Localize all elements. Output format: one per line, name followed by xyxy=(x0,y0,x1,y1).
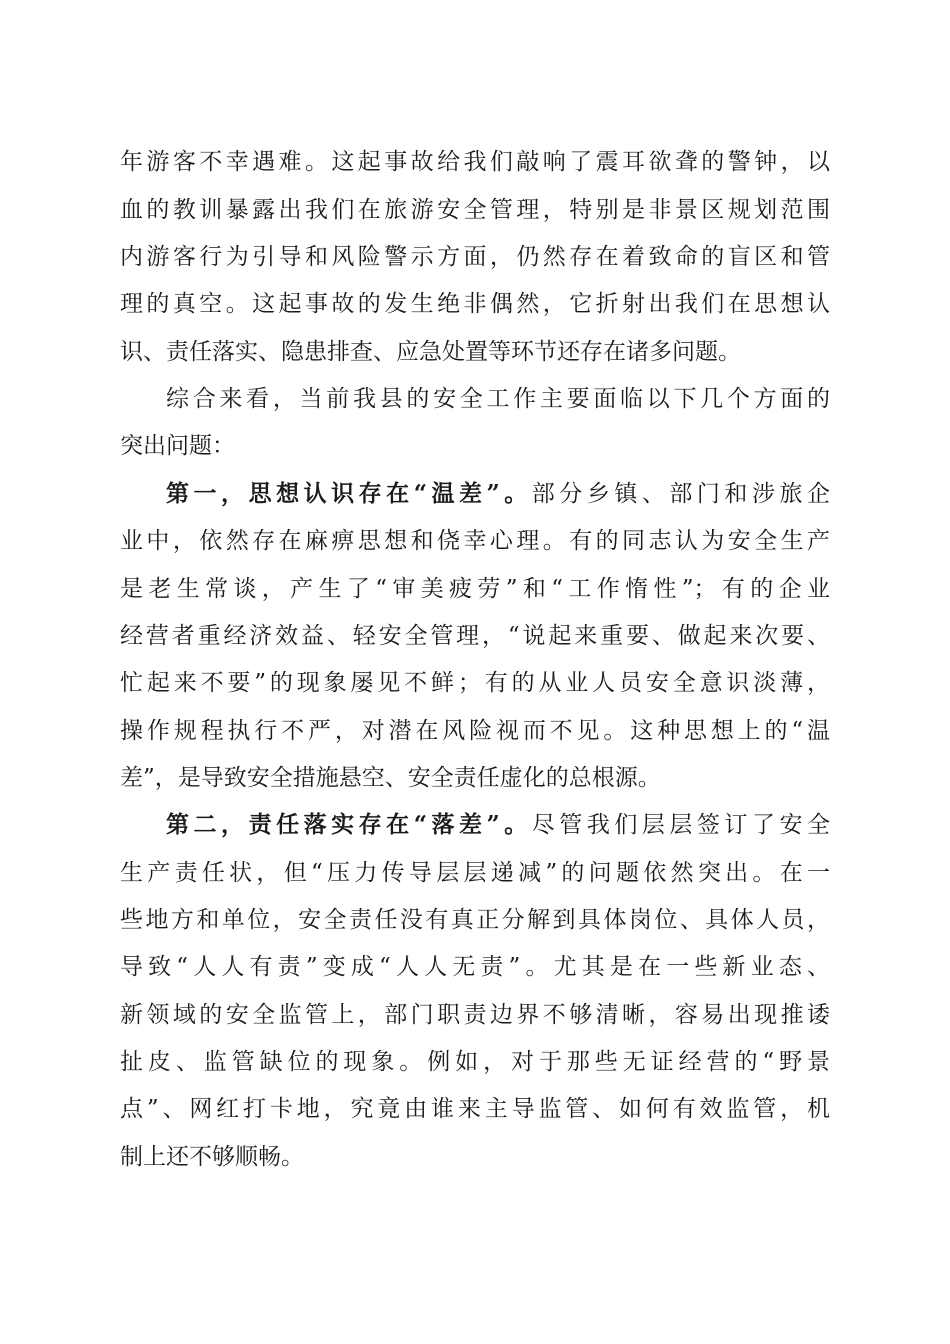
paragraph-line: 些地方和单位，安全责任没有真正分解到具体岗位、具体人员， xyxy=(120,907,830,933)
paragraph-line: 差”，是导致安全措施悬空、安全责任虚化的总根源。 xyxy=(120,765,661,791)
paragraph-line: 导致“人人有责”变成“人人无责”。尤其是在一些新业态、 xyxy=(120,954,830,980)
paragraph-line: 操作规程执行不严，对潜在风险视而不见。这种思想上的“温 xyxy=(120,718,830,744)
section-heading: 第二，责任落实存在“落差”。 xyxy=(166,811,532,838)
paragraph-line: 扯皮、监管缺位的现象。例如，对于那些无证经营的“野景 xyxy=(120,1049,830,1075)
paragraph-line: 业中，依然存在麻痹思想和侥幸心理。有的同志认为安全生产 xyxy=(120,528,830,554)
paragraph-line: 突出问题： xyxy=(120,433,235,459)
paragraph-line: 新领域的安全监管上，部门职责边界不够清晰，容易出现推诿 xyxy=(120,1002,830,1028)
paragraph-line: 血的教训暴露出我们在旅游安全管理，特别是非景区规划范围 xyxy=(120,197,830,223)
paragraph-line: 经营者重经济效益、轻安全管理，“说起来重要、做起来次要、 xyxy=(120,623,830,649)
paragraph-line: 理的真空。这起事故的发生绝非偶然，它折射出我们在思想认 xyxy=(120,291,830,317)
paragraph-line: 生产责任状，但“压力传导层层递减”的问题依然突出。在一 xyxy=(120,860,830,886)
paragraph-first-line xyxy=(166,472,830,516)
section-heading: 第一，思想认识存在“温差”。 xyxy=(166,480,532,507)
paragraph-line: 点”、网红打卡地，究竟由谁来主导监管、如何有效监管，机 xyxy=(120,1096,830,1122)
paragraph-line: 内游客行为引导和风险警示方面，仍然存在着致命的盲区和管 xyxy=(120,244,830,270)
paragraph-line: 识、责任落实、隐患排查、应急处置等环节还存在诸多问题。 xyxy=(120,339,741,365)
paragraph-text: 部分乡镇、部门和涉旅企 xyxy=(531,481,831,507)
paragraph-first-line xyxy=(166,803,830,847)
paragraph-text: 尽管我们层层签订了安全 xyxy=(531,812,831,838)
paragraph-line: 综合来看，当前我县的安全工作主要面临以下几个方面的 xyxy=(166,386,830,412)
paragraph-line: 制上还不够顺畅。 xyxy=(120,1144,304,1170)
paragraph-line: 是老生常谈，产生了“审美疲劳”和“工作惰性”；有的企业 xyxy=(120,576,830,602)
paragraph-line: 忙起来不要”的现象屡见不鲜；有的从业人员安全意识淡薄， xyxy=(120,670,830,696)
paragraph-line: 年游客不幸遇难。这起事故给我们敲响了震耳欲聋的警钟，以 xyxy=(120,149,830,175)
